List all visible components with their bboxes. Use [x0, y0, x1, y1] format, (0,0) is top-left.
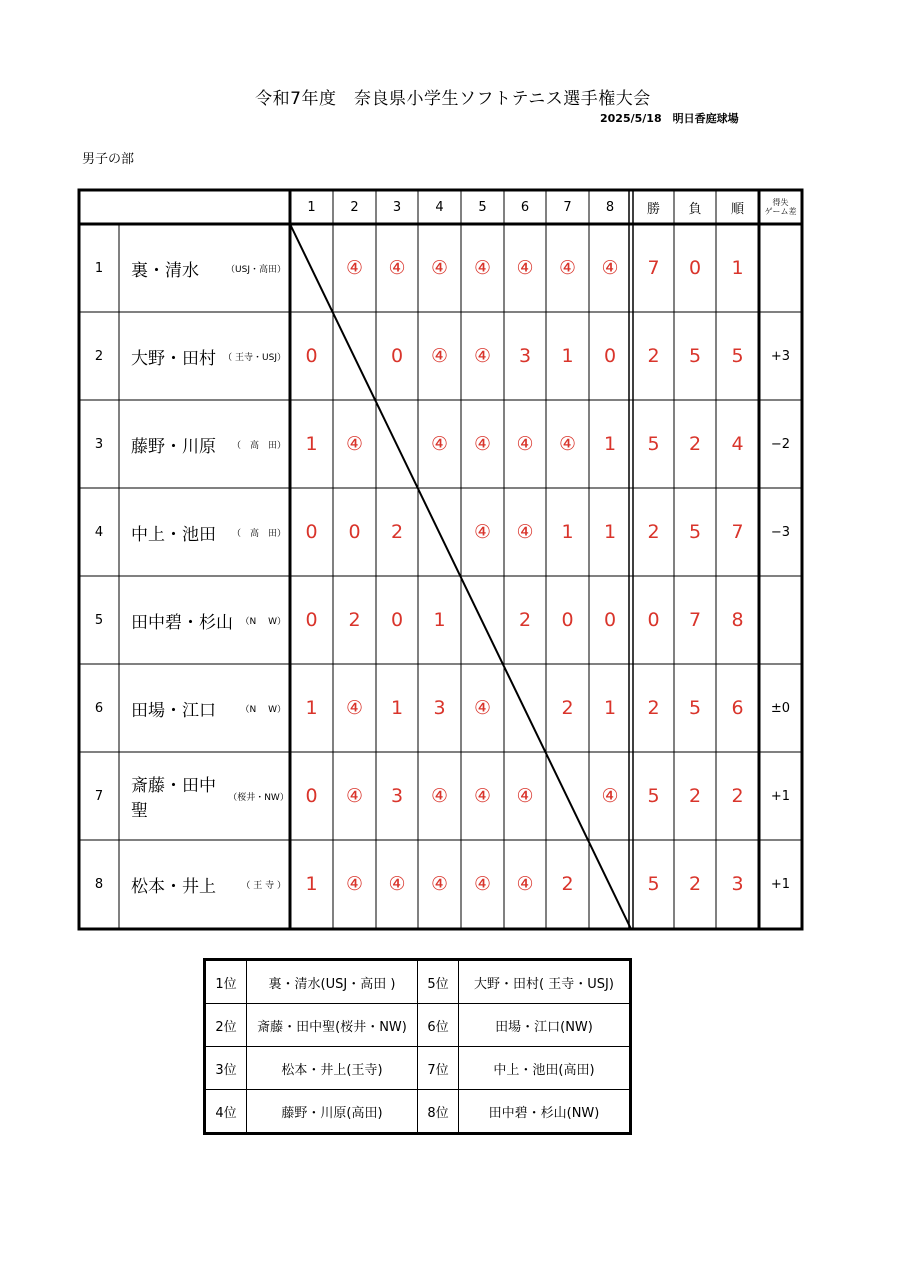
player-name: 大野・田村: [131, 348, 216, 369]
rank-value: 8: [731, 609, 744, 631]
player-number: 3: [94, 436, 104, 452]
standings-row: [205, 1090, 631, 1134]
player-name: 藤野・川原: [131, 436, 216, 457]
player-number: 5: [94, 612, 104, 628]
game-diff: +1: [770, 788, 791, 804]
standing-position: 5位: [418, 960, 459, 1004]
standing-team: 田場・江口(NW): [459, 1004, 631, 1047]
rank-value: 5: [731, 345, 744, 367]
header-rank: 順: [730, 201, 744, 217]
game-diff: +3: [770, 348, 791, 364]
result-cell: [461, 576, 504, 664]
standing-team: 大野・田村( 王寺・USJ): [459, 960, 631, 1004]
result-cell: 0: [305, 609, 318, 631]
game-diff: [759, 576, 802, 664]
result-cell: ④: [430, 345, 449, 367]
header-col-2: 2: [350, 199, 359, 215]
player-club: （ 高 田）: [231, 440, 286, 451]
player-number: 1: [94, 260, 104, 276]
win-count: 5: [647, 785, 660, 807]
result-cell: ④: [516, 521, 534, 543]
player-number: 4: [94, 524, 104, 540]
player-club: （桜井・NW）: [228, 792, 289, 803]
player-entry: [119, 840, 290, 928]
result-cell: [418, 488, 461, 576]
standing-position: 1位: [205, 960, 247, 1004]
result-cell: ④: [430, 257, 449, 279]
result-cell: 0: [390, 609, 404, 631]
player-entry: [119, 752, 290, 840]
result-cell: ④: [473, 345, 492, 367]
result-cell: ④: [516, 433, 534, 455]
rank-value: 6: [731, 697, 744, 719]
result-cell: 2: [518, 609, 532, 631]
result-cell: 3: [433, 697, 446, 719]
result-cell: ④: [345, 257, 364, 279]
loss-count: 2: [688, 433, 702, 455]
rank-value: 3: [731, 873, 744, 895]
result-cell: [504, 664, 546, 752]
player-number: 6: [94, 700, 104, 716]
result-cell: 1: [603, 433, 617, 455]
header-game-diff: [759, 190, 802, 224]
player-entry: [119, 576, 290, 664]
loss-count: 5: [688, 521, 702, 543]
win-count: 0: [647, 609, 660, 631]
standing-team: 松本・井上(王寺): [247, 1047, 418, 1090]
win-count: 5: [647, 873, 660, 895]
standings-table: [203, 958, 632, 1135]
player-entry: [119, 488, 290, 576]
loss-count: 0: [688, 257, 702, 279]
result-cell: 0: [603, 345, 617, 367]
result-cell: 1: [561, 345, 574, 367]
player-club: （ 王 寺 ）: [241, 880, 286, 891]
standings-row: [205, 960, 631, 1004]
loss-count: 7: [688, 609, 702, 631]
player-club: （N W）: [240, 616, 286, 627]
result-cell: ④: [473, 521, 492, 543]
loss-count: 2: [688, 785, 702, 807]
win-count: 2: [647, 697, 660, 719]
result-cell: 0: [305, 785, 318, 807]
result-cell: [333, 312, 376, 400]
loss-count: 2: [688, 873, 702, 895]
result-cell: ④: [473, 257, 492, 279]
result-cell: ④: [345, 697, 364, 719]
header-win: 勝: [646, 201, 660, 217]
player-number: 7: [94, 788, 104, 804]
result-cell: 2: [561, 873, 574, 895]
game-diff: −3: [770, 524, 791, 540]
result-cell: 3: [390, 785, 404, 807]
standing-position: 6位: [418, 1004, 459, 1047]
win-count: 2: [647, 521, 660, 543]
rank-value: 2: [731, 785, 744, 807]
player-entry: [119, 312, 290, 400]
win-count: 5: [647, 433, 660, 455]
header-col-1: 1: [307, 199, 316, 215]
result-cell: 0: [305, 345, 318, 367]
header-col-6: 6: [520, 199, 530, 215]
result-cell: ④: [430, 873, 449, 895]
result-cell: 3: [518, 345, 532, 367]
rank-value: 1: [731, 257, 744, 279]
result-cell: 2: [348, 609, 361, 631]
header-loss: 負: [688, 201, 702, 217]
player-name: 中上・池田: [131, 524, 216, 545]
result-cell: ④: [430, 433, 449, 455]
result-cell: ④: [430, 785, 449, 807]
player-number: 8: [94, 876, 104, 892]
player-club: （ 高 田）: [231, 528, 286, 539]
player-entry: [119, 400, 290, 488]
result-cell: 1: [603, 697, 617, 719]
standing-team: 田中碧・杉山(NW): [459, 1090, 631, 1134]
rank-value: 4: [731, 433, 744, 455]
result-cell: ④: [558, 433, 577, 455]
standing-position: 3位: [205, 1047, 247, 1090]
result-cell: ④: [516, 785, 534, 807]
result-cell: [376, 400, 418, 488]
standing-team: 裏・清水(USJ・高田 ): [247, 960, 418, 1004]
result-cell: 1: [305, 873, 318, 895]
result-cell: [589, 840, 631, 928]
player-name: 松本・井上: [131, 876, 216, 897]
standing-team: 中上・池田(高田): [459, 1047, 631, 1090]
result-cell: ④: [516, 873, 534, 895]
result-cell: ④: [558, 257, 577, 279]
game-diff: [759, 224, 802, 312]
result-cell: 0: [561, 609, 574, 631]
player-entry: [119, 224, 290, 312]
player-name: 田中碧・杉山: [131, 612, 233, 633]
player-name: 田場・江口: [131, 700, 216, 721]
result-cell: ④: [473, 785, 492, 807]
result-cell: 1: [433, 609, 446, 631]
date-venue: 2025/5/18 明日香庭球場: [600, 112, 739, 125]
standing-position: 8位: [418, 1090, 459, 1134]
header-col-3: 3: [392, 199, 402, 215]
rank-value: 7: [731, 521, 744, 543]
loss-count: 5: [688, 697, 702, 719]
standing-position: 7位: [418, 1047, 459, 1090]
standing-position: 2位: [205, 1004, 247, 1047]
player-club: （ 王寺・USJ）: [223, 352, 286, 363]
result-cell: 1: [305, 433, 318, 455]
result-cell: ④: [473, 873, 492, 895]
result-cell: 1: [305, 697, 318, 719]
win-count: 7: [647, 257, 660, 279]
result-cell: ④: [345, 785, 364, 807]
standing-position: 4位: [205, 1090, 247, 1134]
result-cell: ④: [388, 873, 406, 895]
loss-count: 5: [688, 345, 702, 367]
result-cell: ④: [516, 257, 534, 279]
result-cell: ④: [473, 697, 492, 719]
result-cell: [290, 224, 333, 312]
result-cell: 0: [603, 609, 617, 631]
game-diff: ±0: [770, 700, 791, 716]
player-club: （USJ・高田）: [226, 264, 286, 275]
result-cell: ④: [601, 257, 619, 279]
header-diff-line1: 得失: [772, 198, 789, 207]
result-cell: 1: [561, 521, 574, 543]
header-col-4: 4: [435, 199, 444, 215]
game-diff: +1: [770, 876, 791, 892]
result-cell: 2: [561, 697, 574, 719]
win-count: 2: [647, 345, 660, 367]
header-col-5: 5: [478, 199, 487, 215]
result-cell: ④: [345, 873, 364, 895]
result-cell: ④: [601, 785, 619, 807]
result-cell: [546, 752, 589, 840]
header-col-7: 7: [563, 199, 572, 215]
result-cell: 1: [603, 521, 617, 543]
header-diff-line2: ゲーム差: [764, 207, 797, 216]
player-number: 2: [94, 348, 104, 364]
result-cell: 0: [390, 345, 404, 367]
standing-team: 斎藤・田中聖(桜井・NW): [247, 1004, 418, 1047]
section-label: 男子の部: [82, 152, 135, 167]
result-cell: ④: [345, 433, 364, 455]
standings-row: [205, 1047, 631, 1090]
player-club: （N W）: [240, 704, 286, 715]
standing-team: 藤野・川原(高田): [247, 1090, 418, 1134]
page-title: 令和7年度 奈良県小学生ソフトテニス選手権大会: [255, 89, 651, 109]
result-cell: 0: [348, 521, 361, 543]
game-diff: −2: [770, 436, 791, 452]
result-cell: 0: [305, 521, 318, 543]
header-col-8: 8: [605, 199, 615, 215]
result-cell: 1: [390, 697, 404, 719]
player-name: 裏・清水: [131, 260, 199, 281]
player-entry: [119, 664, 290, 752]
result-cell: ④: [388, 257, 406, 279]
result-cell: 2: [390, 521, 404, 543]
result-cell: ④: [473, 433, 492, 455]
standings-row: [205, 1004, 631, 1047]
player-name: 斎藤・田中聖: [131, 776, 216, 821]
